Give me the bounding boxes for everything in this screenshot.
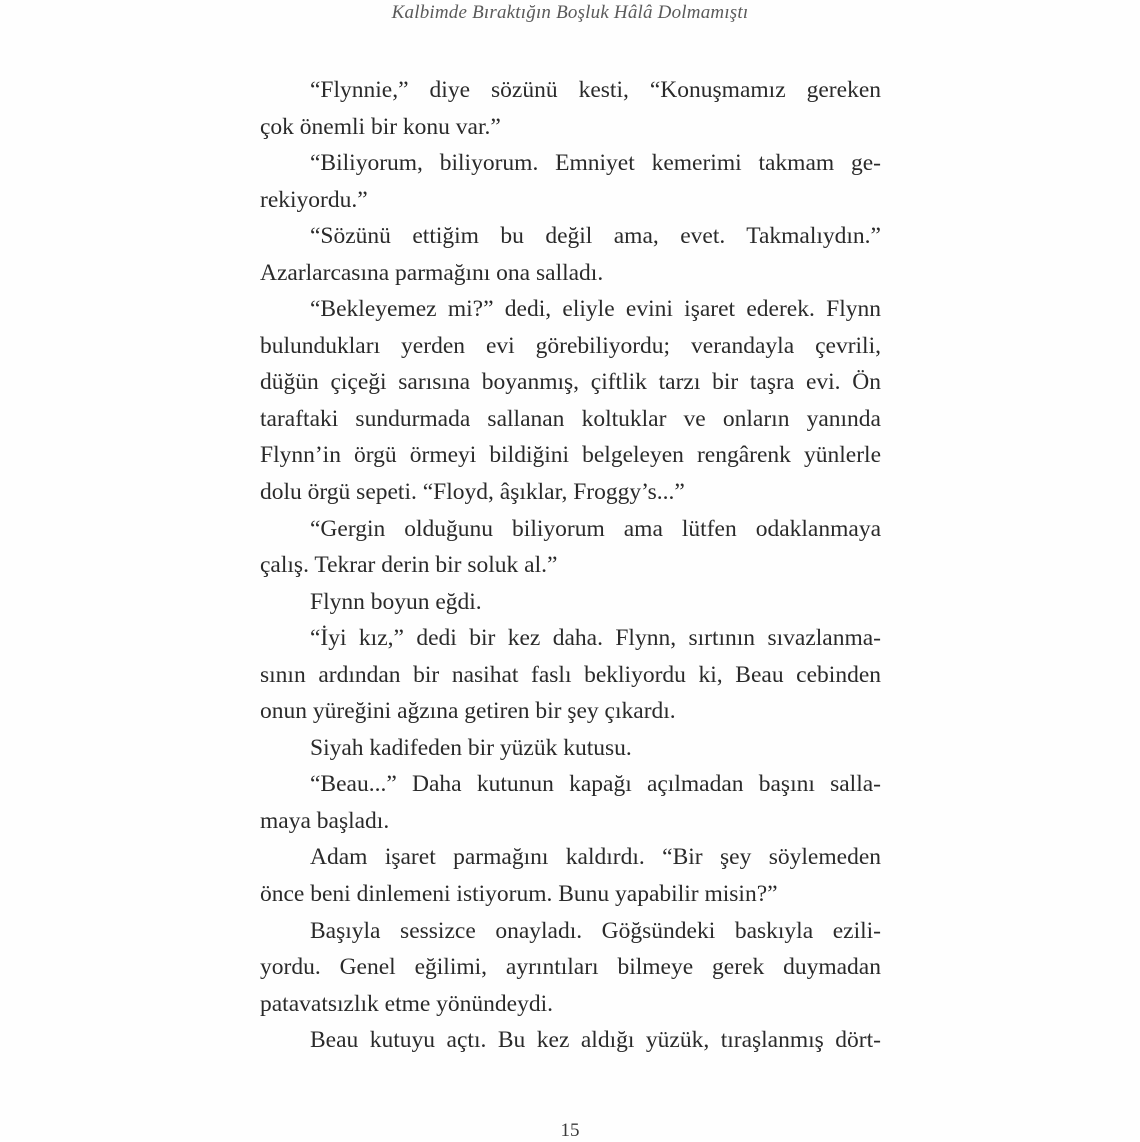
text-line: bulundukları yerden evi görebiliyordu; verandayla çevrili, xyxy=(260,332,881,359)
text-line: sının ardından bir nasihat faslı bekliyordu ki, Beau cebinden xyxy=(260,661,881,688)
text-line: Flynn boyun eğdi. xyxy=(310,588,482,615)
text-line: Başıyla sessizce onayladı. Göğsündeki baskıyla ezili- xyxy=(310,917,881,944)
text-line: “Gergin olduğunu biliyorum ama lütfen odaklanmaya xyxy=(310,515,881,542)
text-line: taraftaki sundurmada sallanan koltuklar ve onların yanında xyxy=(260,405,881,432)
text-line: rekiyordu.” xyxy=(260,186,368,213)
text-line: “Flynnie,” diye sözünü kesti, “Konuşmamız gereken xyxy=(310,77,881,103)
text-line: Siyah kadifeden bir yüzük kutusu. xyxy=(310,734,632,761)
text-line: dolu örgü sepeti. “Floyd, âşıklar, Froggy’s...” xyxy=(260,479,685,506)
text-line: “Bekleyemez mi?” dedi, eliyle evini işaret ederek. Flynn xyxy=(310,296,881,323)
text-line: Azarlarcasına parmağını ona salladı. xyxy=(260,259,604,286)
text-line: maya başladı. xyxy=(260,807,390,834)
text-line: önce beni dinlemeni istiyorum. Bunu yapabilir misin?” xyxy=(260,881,778,908)
text-line: “Biliyorum, biliyorum. Emniyet kemerimi takmam ge- xyxy=(310,150,881,177)
text-line: Beau kutuyu açtı. Bu kez aldığı yüzük, tıraşlanmış dört- xyxy=(310,1027,881,1054)
page-number: 15 xyxy=(560,1120,580,1141)
text-line: Flynn’in örgü örmeyi bildiğini belgeleyen rengârenk yünlerle xyxy=(260,442,881,469)
body-text xyxy=(260,72,881,1059)
text-line: “Sözünü ettiğim bu değil ama, evet. Takmalıydın.” xyxy=(310,223,881,250)
text-line: yordu. Genel eğilimi, ayrıntıları bilmeye gerek duymadan xyxy=(260,954,881,981)
text-line: patavatsızlık etme yönündeydi. xyxy=(260,990,554,1017)
text-line: “İyi kız,” dedi bir kez daha. Flynn, sırtının sıvazlanma- xyxy=(310,625,881,652)
text-line: onun yüreğini ağzına getiren bir şey çıkardı. xyxy=(260,698,676,725)
text-line: Adam işaret parmağını kaldırdı. “Bir şey söylemeden xyxy=(310,844,881,871)
text-line: düğün çiçeği sarısına boyanmış, çiftlik tarzı bir taşra evi. Ön xyxy=(260,369,881,396)
running-head: Kalbimde Bıraktığın Boşluk Hâlâ Dolmamıştı xyxy=(391,2,749,23)
text-line: çok önemli bir konu var.” xyxy=(260,113,501,140)
text-line: “Beau...” Daha kutunun kapağı açılmadan başını salla- xyxy=(310,771,881,798)
text-line: çalış. Tekrar derin bir soluk al.” xyxy=(260,552,558,579)
